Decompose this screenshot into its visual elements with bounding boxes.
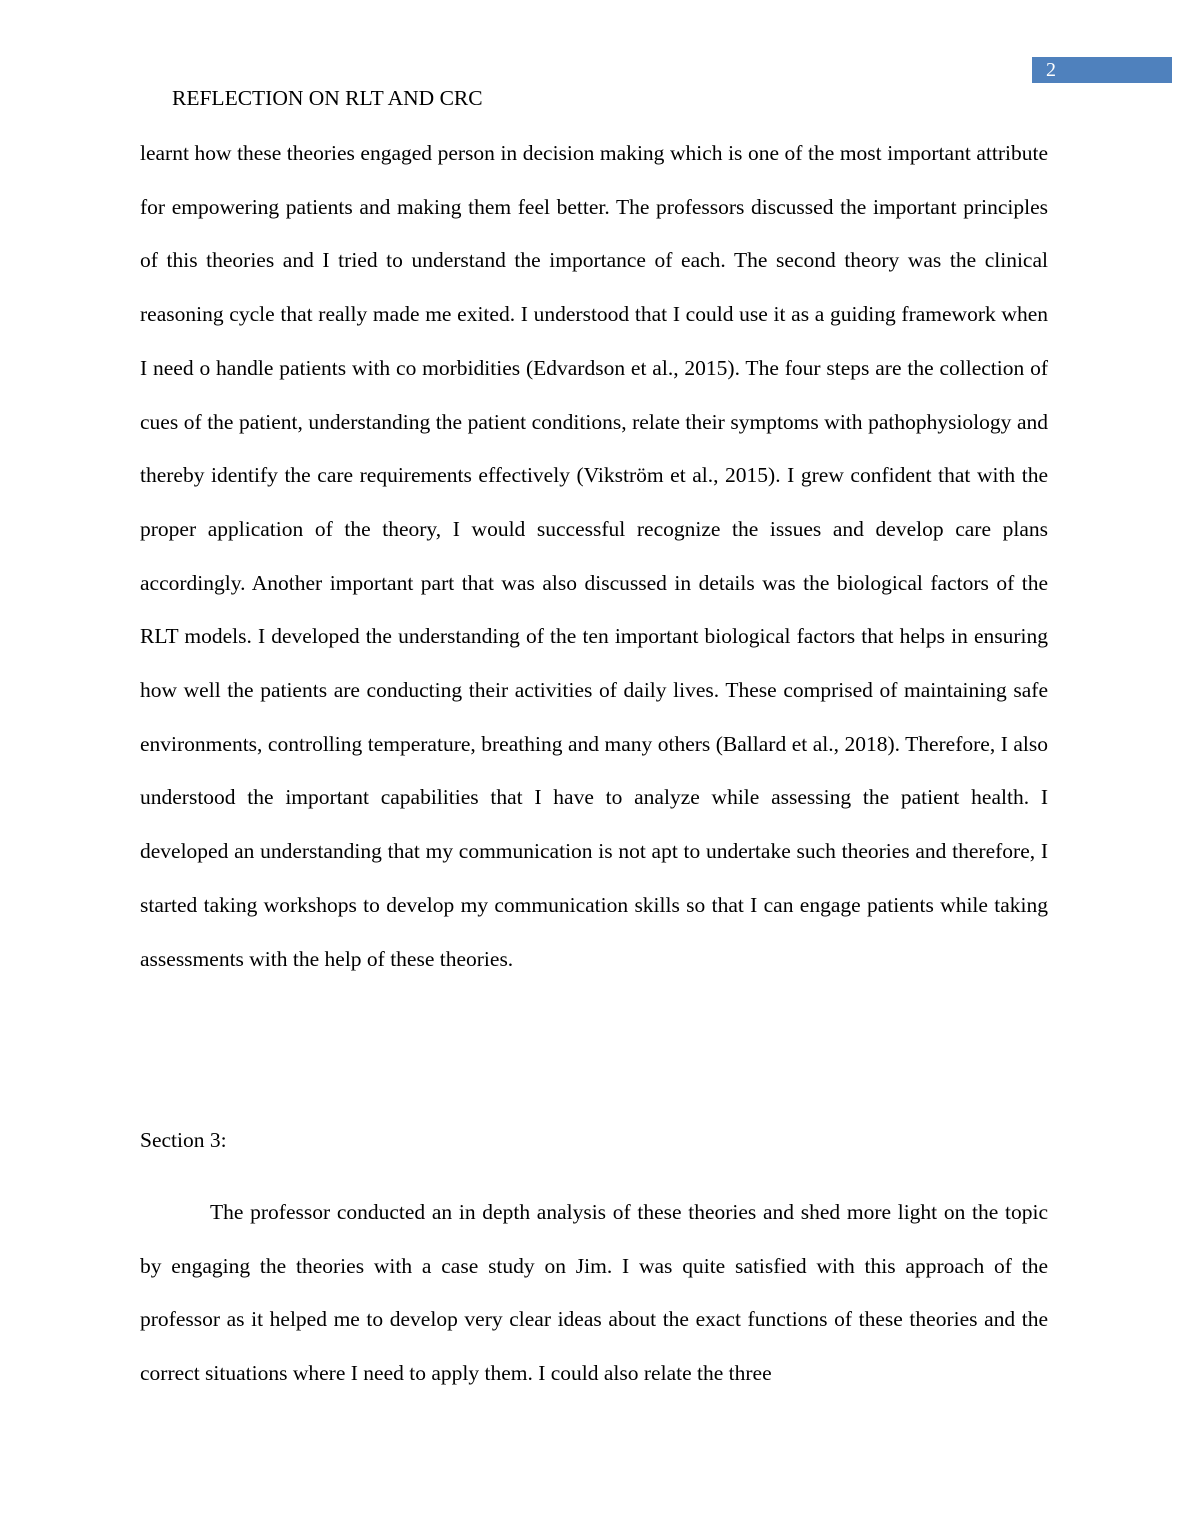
page-number: 2 xyxy=(1032,57,1172,83)
running-head: REFLECTION ON RLT AND CRC xyxy=(172,86,483,110)
body-paragraph-2: The professor conducted an in depth analysis of these theories and shed more light on the topic by engaging the theories with a case study on Jim. I was quite satisfied with this approach of the professor as it helped me to develop very clear ideas about the exact functions of these theories and the correct situations where I need to apply them. I could also relate the three xyxy=(140,1200,1048,1386)
body-paragraph-1: learnt how these theories engaged person in decision making which is one of the most important attribute for empowering patients and making them feel better. The professors discussed the important principles of this theories and I tried to understand the importance of each. The second theory was the clinical reasoning cycle that really made me exited. I understood that I could use it as a guiding framework when I need o handle patients with co morbidities (Edvardson et al., 2015). The four steps are the collection of cues of the patient, understanding the patient conditions, relate their symptoms with pathophysiology and thereby identify the care requirements effectively (Vikström et al., 2015). I grew confident that with the proper application of the theory, I would successful recognize the issues and develop care plans accordingly. Another important part that was also discussed in details was the biological factors of the RLT models. I developed the understanding of the ten important biological factors that helps in ensuring how well the patients are conducting their activities of daily lives. These comprised of maintaining safe environments, controlling temperature, breathing and many others (Ballard et al., 2018). Therefore, I also understood the important capabilities that I have to analyze while assessing the patient health. I developed an understanding that my communication is not apt to undertake such theories and therefore, I started taking workshops to develop my communication skills so that I can engage patients while taking assessments with the help of these theories. xyxy=(140,141,1048,971)
section-heading: Section 3: xyxy=(140,1128,227,1152)
